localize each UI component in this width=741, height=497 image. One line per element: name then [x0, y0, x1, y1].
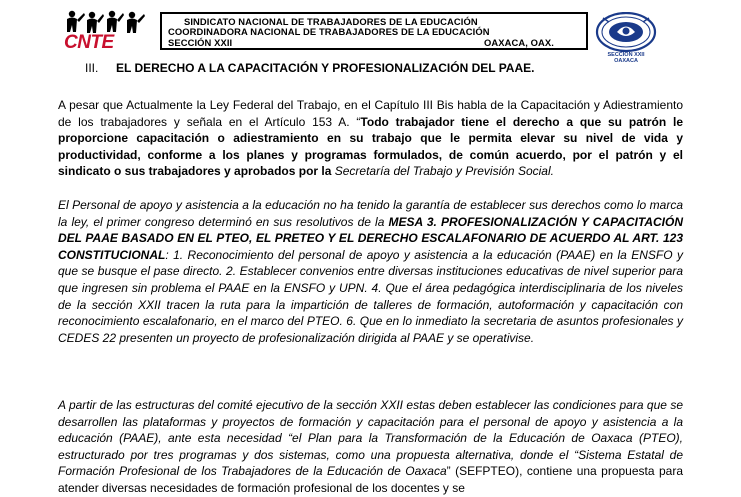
paragraph-1-secretaria: Secretaría del Trabajo y Previsión Social.	[334, 164, 554, 179]
paragraph-2-intro: El Personal de apoyo y asistencia a la educación no ha tenido la garantía de establecer sus derechos como lo marca la ley, el primer congreso determinó en sus resolutivos de la	[58, 198, 683, 229]
seal-caption: SECCIÓN XXII OAXACA	[607, 52, 645, 64]
marching-figures-icon	[62, 10, 150, 34]
paragraph-3-sefpteo: Sistema Estatal de Formación Profesional de los Trabajadores de la Educación de Oaxaca	[58, 447, 683, 479]
letterhead-line-2: COORDINADORA NACIONAL DE TRABAJADORES DE LA EDUCACIÓN	[168, 26, 490, 37]
paragraph-1	[58, 97, 683, 180]
letterhead-line-3-left: SECCIÓN XXII	[168, 37, 233, 48]
paragraph-3	[58, 397, 683, 497]
letterhead-line-3-right: OAXACA, OAX.	[484, 37, 554, 48]
cnte-logo	[58, 10, 154, 52]
paragraph-2	[58, 197, 683, 346]
paragraph-1-quote: Todo trabajador tiene el derecho a que su patrón le proporcione capacitación o adiestramiento en su trabajo que le permita elevar su nivel de vida y productividad, conforme a los planes y programas formulados, de común acuerdo, por el patrón y el sindicato o sus trabajadores y aprobados por la	[58, 114, 684, 179]
paragraph-1-intro: A pesar que Actualmente la Ley Federal del Trabajo, en el Capítulo III Bis habla de la Capacitación y Adiestramiento de los trabajadores y señala en el Artículo 153 A. “	[58, 98, 683, 129]
cnte-logo-text: CNTE	[64, 32, 114, 53]
paragraph-3-intro: A partir de las estructuras del comité ejecutivo de la sección XXII estas deben establecer las condiciones para que se desarrollen las plataformas y proyectos de formación y capacitación para el personal de apoyo y asistencia a la educación (PAAE), ante esta necesidad “el Plan para la Transformación de la Educación de Oaxaca (PTEO), estructurado por tres programas y dos sistemas, como una propuesta alternativa, donde el “	[58, 398, 683, 462]
paragraph-3-end: ” (SEFPTEO), contiene una propuesta para atender diversas necesidades de formación profesional de los docentes y se	[58, 464, 683, 495]
seal-icon	[595, 12, 657, 54]
section-xxii-seal	[595, 12, 657, 64]
section-title: EL DERECHO A LA CAPACITACIÓN Y PROFESIONALIZACIÓN DEL PAAE.	[116, 61, 535, 75]
paragraph-2-mesa: MESA 3. PROFESIONALIZACIÓN Y CAPACITACIÓN DEL PAAE BASADO EN EL PTEO, EL PRETEO Y EL DERECHO ESCALAFONARIO DE ACUERDO AL ART. 123 CONSTITUCIONAL	[58, 214, 683, 262]
section-number: III.	[85, 61, 99, 75]
paragraph-2-resolutivos: : 1. Reconocimiento del personal de apoyo y asistencia a la educación (PAAE) en la ENSFO y que se busque el pase directo. 2. Establecer convenios entre diversas instituciones educativas de nivel superior para que ingresen sin problema el PAAE en la ENSFO y UPN. 4. Que el área pedagógica interdisciplinaria de los niveles de la sección XXII tracen la ruta para la impartición de talleres de formación, autoformación y capacitación con reconocimiento escalafonario, en el marco del PTEO. 6. Que en lo inmediato la secretaria de asuntos profesionales y CEDES 22 presenten un proyecto de profesionalización dirigida al PAAE y se operativise.	[58, 247, 683, 345]
letterhead-box	[160, 12, 588, 50]
letterhead-line-1: SINDICATO NACIONAL DE TRABAJADORES DE LA EDUCACIÓN	[184, 16, 478, 27]
